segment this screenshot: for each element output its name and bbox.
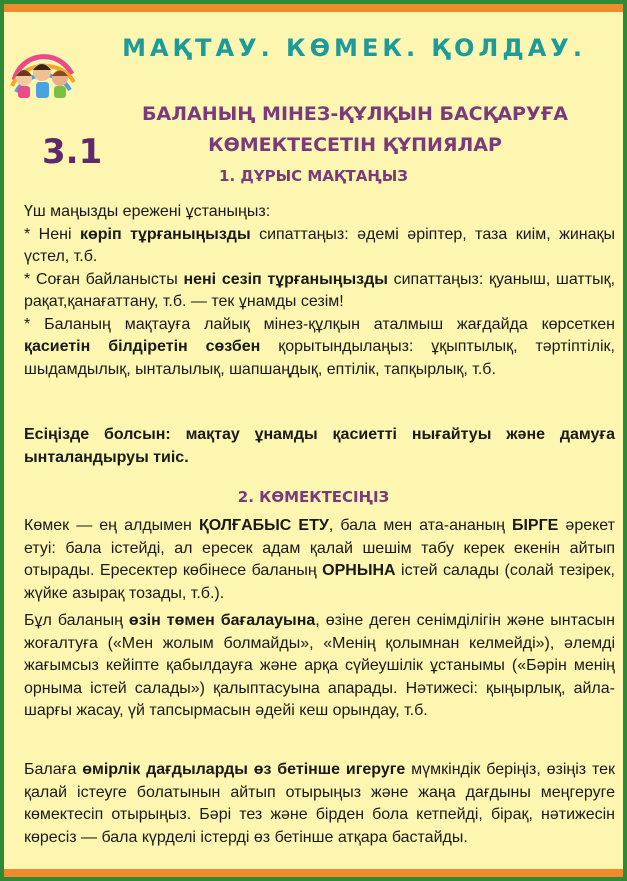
rule-2: [24, 269, 615, 314]
p1-bold-f: ОРНЫНА: [322, 562, 396, 579]
rule-3-bold: қасиетін білдіретін сөзбен: [24, 338, 261, 355]
section-number: 3.1: [42, 132, 103, 172]
reminder-text: Есіңізде болсын: мақтау ұнамды қасиетті нығайтуы және дамуға ынталандыруы тиіс.: [24, 426, 615, 466]
p3-pre: Балаға: [24, 761, 83, 778]
part2-paragraph-3: [24, 759, 615, 849]
p1-text-c: , бала мен ата-ананың: [328, 517, 512, 534]
p1-text-a: Көмек — ең алдымен: [24, 517, 199, 534]
part1-body: [24, 201, 615, 381]
part1-heading: 1. ДҰРЫС МАҚТАҢЫЗ: [219, 167, 408, 185]
rule-1: [24, 224, 615, 269]
children-group-icon: [8, 34, 76, 100]
p1-text-g: істей салады (солай тезірек, жүйке азырақ тозады, т.б.).: [24, 562, 615, 602]
rule-3-pre: * Баланың мақтауға лайық мінез-құлқын аталмыш жағдайда көрсеткен: [24, 315, 615, 333]
rule-1-bold: көріп тұрғаныңызды: [79, 225, 251, 243]
p2-post: , өзіне деген сенімділігін және ынтасын жоғалтуға («Мен жолым болмайды», «Менің қолымнан келмейді»), әлемді жағымсыз кейіпте қабылдауға және арқа сүйеушілік ұстанымы («Бәрін менің орныма істей салады») қалыптасуына апарады. Нәтижесі: қыңырлық, айла-шарғы жасау, үй тапсырмасын әдейі кеш орындау, т.б.: [24, 612, 616, 719]
p1-bold-b: ҚОЛҒАБЫС ЕТУ: [198, 517, 329, 534]
p2-bold: өзін төмен бағалауына: [128, 612, 316, 629]
p2-pre: Бұл баланың: [24, 612, 129, 629]
rule-3-post: қорытындылаңыз: ұқыптылық, тәртіптілік, шыдамдылық, ынталылық, шапшаңдық, ептілік, тапқырлық, т.б.: [24, 338, 615, 378]
p3-post: мүмкіндік беріңіз, өзіңіз тек қалай істеуге болатынын айтып отырыңыз және жаңа дағдыны меңгеруге көмектесіп отырыңыз. Бәрі тез және бірден бола кетпейді, бірақ, нәтижесін көресіз — бала күрделі істерді өз бетінше атқара бастайды.: [24, 761, 615, 846]
top-stripe: [4, 4, 623, 12]
p1-text-e: әрекет етуі: бала істейді, ал ересек адам қалай шешім табу керек екенін айтып отырады. Ересектер көбінесе баланың: [24, 517, 615, 579]
part1-intro: Үш маңызды ережені ұстаныңыз:: [24, 203, 271, 220]
page-header-title: МАҚТАУ. КӨМЕК. ҚОЛДАУ.: [122, 34, 586, 62]
section-title-line-1: БАЛАНЫҢ МІНЕЗ-ҚҰЛҚЫН БАСҚАРУҒА: [142, 103, 568, 125]
rule-1-pre: * Нені: [24, 225, 80, 243]
rule-2-bold: нені сезіп тұрғаныңызды: [183, 270, 388, 288]
rule-2-post: сипаттаңыз: қуаныш, шаттық, рақат,қанағаттану, т.б. — тек ұнамды сезім!: [24, 270, 616, 310]
p3-bold: өмірлік дағдыларды өз бетінше игеруге: [82, 761, 406, 778]
section-title-line-2: КӨМЕКТЕСЕТІН ҚҰПИЯЛАР: [208, 134, 502, 156]
section-title: [124, 99, 586, 161]
bottom-stripe: [4, 869, 623, 877]
rule-2-pre: * Соған байланысты: [24, 270, 184, 288]
rule-1-post: сипаттаңыз: әдемі әріптер, таза киім, жинақы үстел, т.б.: [24, 225, 615, 265]
part2-paragraph-2: [24, 610, 615, 723]
p1-bold-d: БІРГЕ: [511, 517, 559, 534]
part2-heading: 2. КӨМЕКТЕСІҢІЗ: [237, 488, 390, 506]
part2-paragraph-1: [24, 515, 615, 605]
rule-3: [24, 314, 615, 382]
